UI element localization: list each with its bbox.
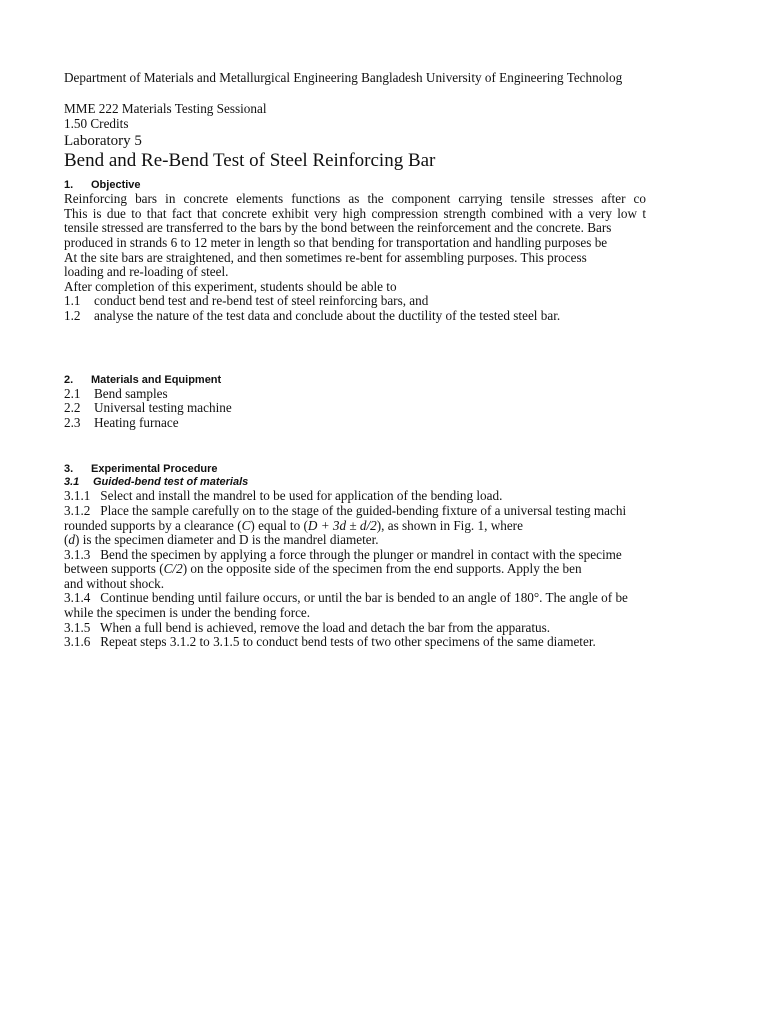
clearance-formula: D + 3d ± d/2 — [307, 517, 377, 533]
variable-c-half: C/2 — [163, 561, 183, 577]
section-heading-objective — [64, 178, 646, 192]
step-text: Bend the specimen by applying a force through the plunger or mandrel in contact with the specime — [100, 546, 622, 562]
step-text: rounded supports by a clearance ( — [64, 517, 242, 533]
list-item-text: conduct bend test and re-bend test of steel reinforcing bars, and — [94, 293, 429, 309]
step-3-1-6 — [64, 635, 646, 650]
list-item-number: 2.3 — [64, 414, 81, 430]
paragraph-line: produced in strands 6 to 12 meter in length so that bending for transportation and handling purposes be — [64, 234, 608, 250]
step-number: 3.1.1 — [64, 488, 91, 504]
step-text: while the specimen is under the bending force. — [64, 605, 311, 621]
step-text: When a full bend is achieved, remove the load and detach the bar from the apparatus. — [100, 619, 551, 635]
spacer — [64, 324, 646, 370]
section-title: Materials and Equipment — [91, 373, 222, 386]
document-title: Bend and Re-Bend Test of Steel Reinforcing Bar — [64, 150, 436, 172]
step-number: 3.1.4 — [64, 590, 91, 606]
section-title: Experimental Procedure — [91, 463, 218, 476]
step-3-1-4 — [64, 591, 646, 620]
step-3-1-1 — [64, 489, 646, 504]
section-heading-materials — [64, 373, 646, 387]
step-number: 3.1.2 — [64, 502, 91, 518]
step-text: Repeat steps 3.1.2 to 3.1.5 to conduct bend tests of two other specimens of the same diameter. — [100, 634, 596, 650]
list-item — [64, 294, 646, 309]
step-text: Select and install the mandrel to be used for application of the bending load. — [100, 488, 503, 504]
list-item — [64, 387, 646, 402]
list-item-number: 2.1 — [64, 385, 81, 401]
section-number: 3. — [64, 463, 74, 476]
paragraph-line: At the site bars are straightened, and then sometimes re-bent for assembling purposes. This process — [64, 249, 587, 265]
section-heading-procedure — [64, 462, 646, 476]
step-text: ) is the specimen diameter and D is the mandrel diameter. — [75, 532, 379, 548]
list-item-text: Heating furnace — [94, 414, 179, 430]
course-line: MME 222 Materials Testing Sessional — [64, 101, 267, 116]
objective-intro: After completion of this experiment, students should be able to — [64, 278, 397, 294]
paragraph-line: Reinforcing bars in concrete elements functions as the component carrying tensile stresses after co — [64, 192, 646, 207]
list-item — [64, 401, 646, 416]
list-item-text: analyse the nature of the test data and conclude about the ductility of the tested steel bar. — [94, 307, 561, 323]
step-number: 3.1.3 — [64, 546, 91, 562]
variable-d: d — [68, 532, 75, 548]
step-text: between supports ( — [64, 561, 164, 577]
step-text: Place the sample carefully on to the stage of the guided-bending fixture of a universal testing machi — [100, 502, 627, 518]
step-text: ) equal to ( — [250, 517, 308, 533]
list-item-text: Universal testing machine — [94, 400, 232, 416]
document-page — [64, 70, 646, 650]
step-number: 3.1.5 — [64, 619, 91, 635]
step-text: ), as shown in Fig. 1, where — [376, 517, 523, 533]
step-text: Continue bending until failure occurs, or until the bar is bended to an angle of 180°. The angle of be — [100, 590, 628, 606]
step-text: ( — [64, 532, 69, 548]
section-number: 1. — [64, 179, 74, 192]
step-3-1-3 — [64, 548, 646, 592]
section-title: Objective — [91, 179, 141, 192]
step-number: 3.1.6 — [64, 634, 91, 650]
variable-c: C — [241, 517, 251, 533]
section-number: 2. — [64, 373, 74, 386]
paragraph-line: loading and re-loading of steel. — [64, 264, 229, 280]
list-item-text: Bend samples — [94, 385, 168, 401]
list-item-number: 1.1 — [64, 293, 81, 309]
step-3-1-5 — [64, 621, 646, 636]
step-3-1-2 — [64, 504, 646, 548]
laboratory-label: Laboratory 5 — [64, 133, 142, 150]
paragraph-line: tensile stressed are transferred to the bars by the bond between the reinforcement and the concrete. Bars — [64, 220, 612, 236]
step-text: ) on the opposite side of the specimen from the end supports. Apply the ben — [182, 561, 582, 577]
list-item-number: 1.2 — [64, 307, 81, 323]
list-item-number: 2.2 — [64, 400, 81, 416]
spacer — [64, 430, 646, 459]
step-text: and without shock. — [64, 575, 164, 591]
subsection-number: 3.1 — [64, 476, 80, 489]
list-item — [64, 416, 646, 431]
list-item — [64, 309, 646, 324]
credits-line: 1.50 Credits — [64, 115, 129, 131]
paragraph-line: This is due to that fact that concrete exhibit very high compression strength combined with a very low t — [64, 206, 646, 221]
department-line: Department of Materials and Metallurgical Engineering Bangladesh University of Engineering Technolog — [64, 70, 623, 85]
subsection-title: Guided-bend test of materials — [93, 476, 249, 489]
objective-paragraph — [64, 192, 646, 280]
